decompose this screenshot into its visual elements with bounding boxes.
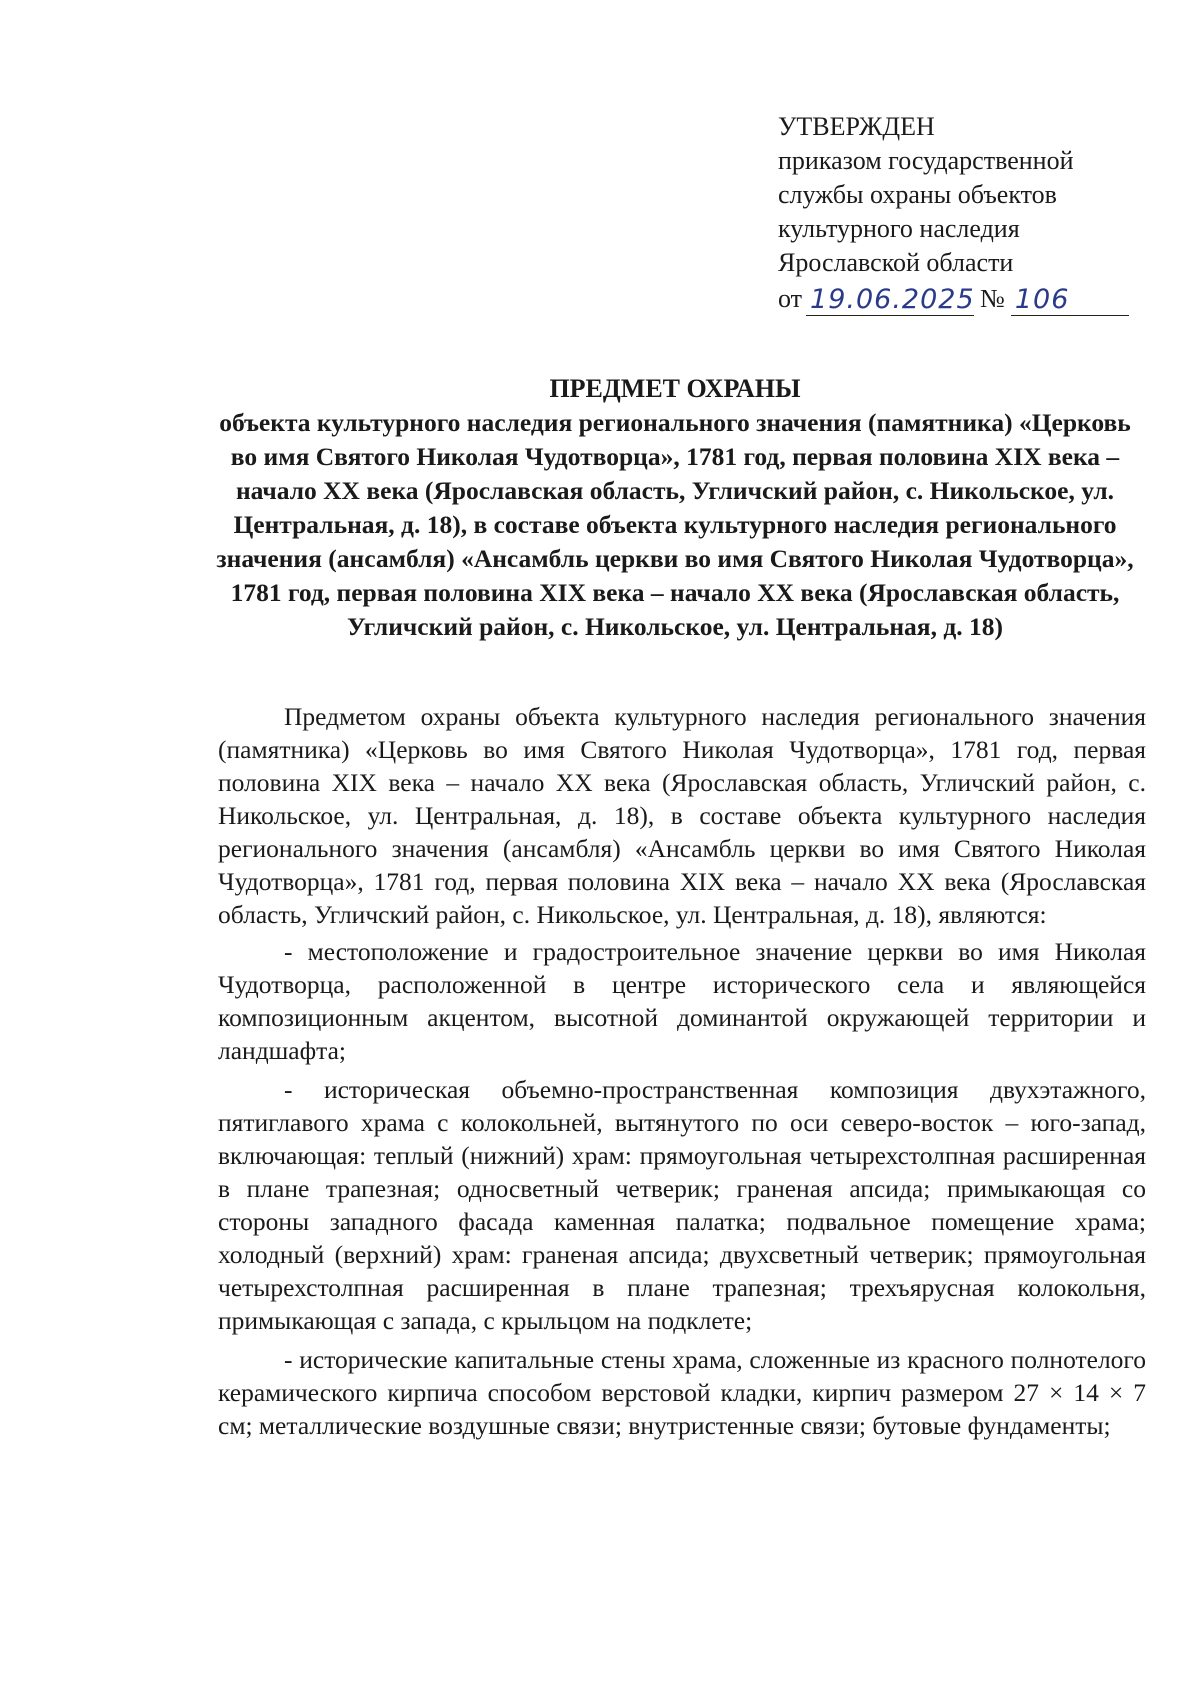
list-item: - исторические капитальные стены храма, сложенные из красного полнотелого керамического кирпича способом верстовой кладки, кирпич размером 27 × 14 × 7 см; металлические воздушные связи; внутристенные связи; бутовые фундаменты; [218,1345,1146,1440]
document-body [218,700,1146,1448]
approval-stamp-block [778,110,1138,316]
body-paragraph: Предметом охраны объекта культурного наследия регионального значения (памятника) «Церковь во имя Святого Николая Чудотворца», 1781 год, первая половина XIX века – начало XX века (Ярославская область, Угличский район, с. Никольское, ул. Центральная, д. 18), в составе объекта культурного наследия регионального значения (ансамбля) «Ансамбль церкви во имя Святого Николая Чудотворца», 1781 год, первая половина XIX века – начало XX века (Ярославская область, Угличский район, с. Никольское, ул. Центральная, д. 18), являются: [218,702,1146,929]
approval-line: приказом государственной [778,146,1074,175]
date-prefix: от [778,284,803,313]
approval-line: службы охраны объектов [778,180,1057,209]
approval-date-number-line [778,282,1138,316]
approval-line: Ярославской области [778,248,1014,277]
title-block [210,372,1140,644]
document-subtitle: объекта культурного наследия регионального значения (памятника) «Церковь во имя Святого Николая Чудотворца», 1781 год, первая половина XIX века – начало XX века (Ярославская область, Угличский район, с. Никольское, ул. Центральная, д. 18), в составе объекта культурного наследия регионального значения (ансамбля) «Ансамбль церкви во имя Святого Николая Чудотворца», 1781 год, первая половина XIX века – начало XX века (Ярославская область, Угличский район, с. Никольское, ул. Центральная, д. 18) [216,408,1134,641]
order-number: 106 [1011,285,1129,316]
approval-heading: УТВЕРЖДЕН [778,112,935,141]
order-date: 19.06.2025 [806,285,974,316]
list-item: - историческая объемно-пространственная композиция двухэтажного, пятиглавого храма с колокольней, вытянутого по оси северо-восток – юго-запад, включающая: теплый (нижний) храм: прямоугольная четырехстолпная расширенная в плане трапезная; односветный четверик; граненая апсида; примыкающая со стороны западного фасада каменная палатка; подвальное помещение храма; холодный (верхний) храм: граненая апсида; двухсветный четверик; прямоугольная четырехстолпная расширенная в плане трапезная; трехъярусная колокольня, примыкающая с запада, с крыльцом на подклете; [218,1075,1146,1335]
document-title: ПРЕДМЕТ ОХРАНЫ [549,374,801,403]
list-item: - местоположение и градостроительное значение церкви во имя Николая Чудотворца, расположенной в центре исторического села и являющейся композиционным акцентом, высотной доминантой окружающей территории и ландшафта; [218,937,1146,1065]
number-prefix: № [980,284,1005,313]
approval-line: культурного наследия [778,214,1020,243]
